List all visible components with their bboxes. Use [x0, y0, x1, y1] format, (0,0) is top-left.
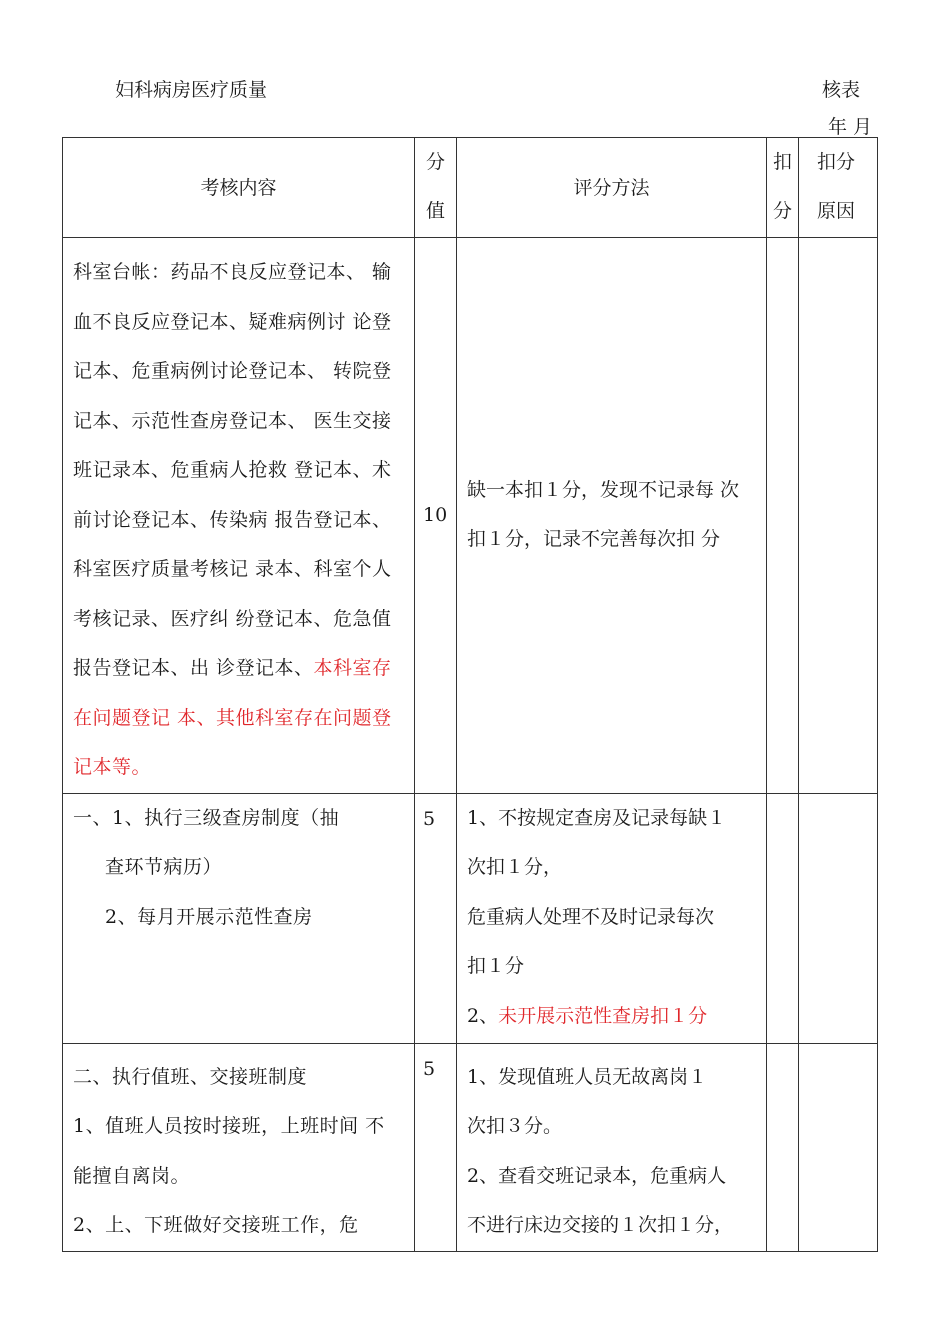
document-title-suffix: 核表 — [822, 79, 861, 101]
row2-content-line2: 查环节病历） — [105, 856, 223, 878]
row2-method-line1: 1、不按规定查房及记录每缺１ — [467, 806, 727, 829]
row1-content-text: 科室台帐：药品不良反应登记本、 输血不良反应登记本、疑难病例讨 论登记本、危重病例讨论登记本、 转院登记本、示范性查房登记本、 医生交接班记录本、危重病人抢救 登记本、术前讨论登记本、传染病 报告登记本、科室医疗质量考核记 录本、科室个人考核记录、医疗纠 纷登记本、危急值报告登记本、出 诊登记本、 — [73, 261, 392, 679]
header-score-line2: 值 — [425, 200, 445, 222]
row1-content — [63, 238, 415, 794]
row2-method-line4: 扣１分 — [467, 955, 525, 977]
row3-method-line3: 2、查看交班记录本，危重病人 — [467, 1164, 727, 1187]
row3-content-line1: 二、执行值班、交接班制度 — [73, 1065, 308, 1088]
quality-assessment-table — [62, 137, 878, 1252]
row2-content-line1: 一、1、执行三级查房制度（抽 — [73, 806, 340, 829]
row2-method — [457, 793, 767, 1043]
document-title: 妇科病房医疗质量 — [115, 79, 268, 101]
header-score — [415, 138, 457, 238]
row3-content-line3: 能擅自离岗。 — [73, 1164, 191, 1187]
date-label: 年 月 — [828, 116, 873, 138]
header-content-label: 考核内容 — [200, 176, 277, 199]
row3-method — [457, 1043, 767, 1251]
row3-score: 5 — [415, 1043, 457, 1251]
table-header-row — [63, 138, 878, 238]
header-deduct-line2: 分 — [772, 200, 792, 222]
row3-method-line2: 次扣３分。 — [467, 1115, 563, 1137]
row2-method-line5-highlight: 未开展示范性查房扣１分 — [498, 1004, 708, 1027]
row2-method-line3: 危重病人处理不及时记录每次 — [467, 905, 715, 928]
header-content — [63, 138, 415, 238]
header-deduct — [767, 138, 799, 238]
header-deduct-line1: 扣 — [772, 151, 792, 173]
row1-reason — [799, 238, 878, 794]
header-reason-line1: 扣分 — [817, 151, 856, 173]
row2-method-line5-prefix: 2、 — [467, 1004, 499, 1027]
row2-reason — [799, 793, 878, 1043]
row1-content-highlight: 本科室存在问题登记 本、其他科室存在问题登记本等。 — [73, 657, 392, 778]
row3-deduct — [767, 1043, 799, 1251]
header-method-label: 评分方法 — [573, 176, 650, 199]
row3-reason — [799, 1043, 878, 1251]
row2-score: 5 — [415, 793, 457, 1043]
row3-method-line4: 不进行床边交接的１次扣１分， — [467, 1214, 734, 1236]
row1-score: 10 — [415, 238, 457, 794]
row2-method-line2: 次扣１分， — [467, 856, 563, 878]
table-row — [63, 238, 878, 794]
header-method — [457, 138, 767, 238]
row3-content — [63, 1043, 415, 1251]
table-row — [63, 1043, 878, 1251]
table-row — [63, 793, 878, 1043]
row1-deduct — [767, 238, 799, 794]
header-reason — [799, 138, 878, 238]
row3-method-line1: 1、发现值班人员无故离岗１ — [467, 1065, 708, 1088]
row2-content — [63, 793, 415, 1043]
header-reason-line2: 原因 — [817, 200, 856, 222]
row3-content-line2: 1、值班人员按时接班，上班时间 不 — [73, 1115, 385, 1137]
row2-content-line3: 2、每月开展示范性查房 — [105, 905, 313, 928]
row2-method-line5 — [467, 992, 758, 1042]
row3-content-line4: 2、上、下班做好交接班工作，危 — [73, 1214, 359, 1236]
row1-method: 缺一本扣１分，发现不记录每 次扣１分，记录不完善每次扣 分 — [457, 238, 767, 794]
row2-deduct — [767, 793, 799, 1043]
header-score-line1: 分 — [425, 151, 445, 173]
